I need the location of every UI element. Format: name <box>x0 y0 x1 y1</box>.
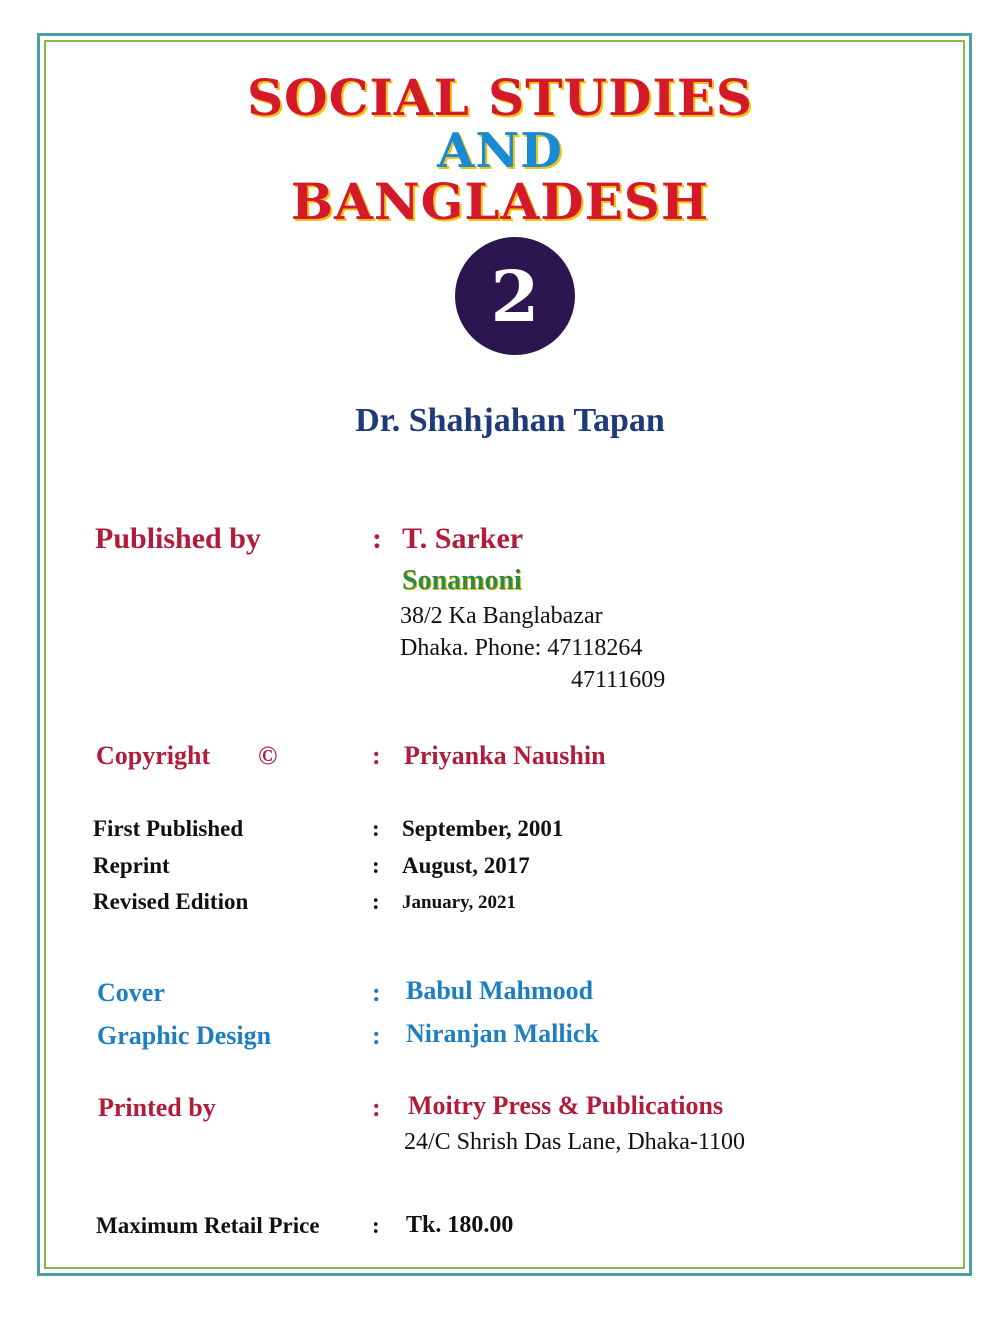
credit-separator-graphic-design: : <box>372 1021 381 1050</box>
printed-separator: : <box>372 1093 381 1122</box>
author-name: Dr. Shahjahan Tapan <box>355 402 665 439</box>
edition-label-revised: Revised Edition <box>93 889 249 914</box>
price-separator: : <box>372 1213 380 1238</box>
publisher-phone-2: 47111609 <box>571 667 666 693</box>
edition-value-revised: January, 2021 <box>402 892 517 913</box>
price-label: Maximum Retail Price <box>96 1213 320 1238</box>
credit-value-graphic-design: Niranjan Mallick <box>406 1019 599 1048</box>
edition-value-first: September, 2001 <box>402 816 564 841</box>
printer-name: Moitry Press & Publications <box>408 1091 724 1120</box>
printed-by-label: Printed by <box>98 1093 216 1122</box>
edition-value-reprint: August, 2017 <box>402 853 530 878</box>
copyright-separator: : <box>372 741 381 770</box>
credit-separator-cover: : <box>372 978 381 1007</box>
copyright-holder: Priyanka Naushin <box>404 741 606 770</box>
edition-separator-first: : <box>372 816 380 841</box>
publisher-address-1: 38/2 Ka Banglabazar <box>400 603 603 629</box>
title-line-3: BANGLADESH <box>290 172 710 231</box>
edition-label-reprint: Reprint <box>93 853 170 878</box>
published-separator: : <box>372 522 382 555</box>
edition-separator-reprint: : <box>372 853 380 878</box>
credit-label-cover: Cover <box>97 978 165 1007</box>
publisher-address-2: Dhaka. Phone: 47118264 <box>400 635 643 661</box>
volume-badge: 2 <box>455 237 575 355</box>
credit-value-cover: Babul Mahmood <box>406 976 594 1005</box>
title-line-1: SOCIAL STUDIES <box>246 68 754 127</box>
publisher-name: T. Sarker <box>402 522 524 555</box>
printer-address: 24/C Shrish Das Lane, Dhaka-1100 <box>404 1129 746 1155</box>
publisher-imprint: Sonamoni <box>402 565 522 596</box>
credit-label-graphic-design: Graphic Design <box>97 1021 272 1050</box>
title-line-2: AND <box>437 123 563 179</box>
price-value: Tk. 180.00 <box>406 1212 514 1238</box>
edition-label-first: First Published <box>93 816 244 841</box>
copyright-label: Copyright <box>96 741 211 770</box>
published-by-label: Published by <box>95 522 261 555</box>
copyright-symbol: © <box>258 741 278 770</box>
edition-separator-revised: : <box>372 889 380 914</box>
